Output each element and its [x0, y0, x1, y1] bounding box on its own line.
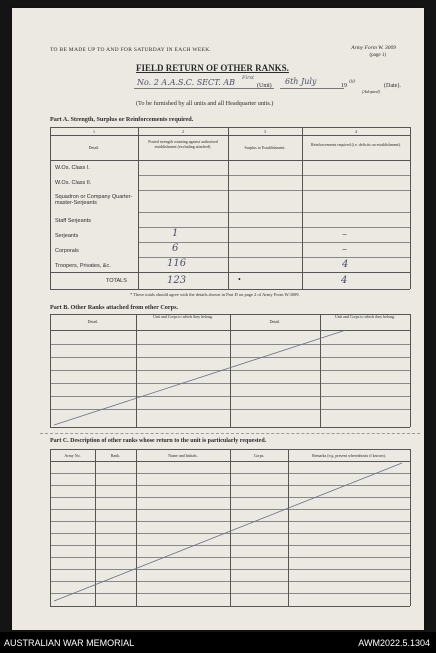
unit-value: No. 2 A.A.S.C. SECT. AB — [137, 78, 236, 87]
unit-underline — [134, 88, 274, 89]
form-number: Army Form W. 3009 — [351, 45, 396, 51]
date-underline — [280, 88, 344, 89]
row-label: Squadron or Company Quarter-master-Serjeants — [55, 194, 133, 206]
col-head-army-no: Army No. — [64, 453, 81, 458]
date-label: (Date). — [384, 83, 401, 89]
reinforcement-value: – — [342, 229, 347, 240]
unit-note: First — [242, 75, 255, 81]
row-label: Staff Serjeants — [55, 218, 91, 224]
col-head-remarks: Remarks (e.g. present whereabouts if known). — [312, 453, 386, 458]
col-head-detail: Detail. — [88, 145, 100, 150]
part-c-title: Part C. Description of other ranks whose return to the unit is particularly requested. — [50, 438, 267, 444]
posted-value: 1 — [172, 228, 179, 239]
col-head-name: Name and Initials. — [168, 453, 198, 458]
instruction-text: TO BE MADE UP TO AND FOR SATURDAY IN EACH WEEK. — [50, 47, 212, 53]
col-num-2: 2 — [182, 129, 184, 134]
posted-value: 6 — [172, 243, 179, 254]
col-num-4: 4 — [355, 129, 357, 134]
reinforcement-value: 4 — [342, 259, 349, 270]
unit-label: (Unit) — [257, 83, 272, 89]
footer-accession-number: AWM2022.5.1304 — [358, 638, 430, 648]
part-b-title: Part B. Other Ranks attached from other Corps. — [50, 304, 179, 311]
col-num-1: 1 — [93, 129, 95, 134]
part-c-cancel-line — [50, 449, 410, 606]
col-head-posted: Posted strength counting against authorised establishment (excluding attached). — [148, 139, 218, 149]
row-label: Serjeants — [55, 233, 79, 239]
col-num-3: 3 — [264, 129, 266, 134]
total-surplus: • — [238, 275, 241, 284]
col-head-rank: Rank. — [110, 453, 121, 458]
row-label: Troopers, Privates, &c. — [55, 263, 111, 269]
col-head-detail-2: Detail. — [269, 319, 281, 324]
part-a-footnote: * These totals should agree with the details shown in Part D on page 2 of Army Form W.3009. — [130, 292, 300, 297]
col-head-detail: Detail. — [87, 319, 99, 324]
year-suffix: 00 — [349, 79, 356, 85]
col-head-surplus: Surplus to Establishment. — [244, 145, 286, 150]
perforation-line — [40, 433, 420, 434]
col-head-corps: Corps. — [253, 453, 265, 458]
adopted-label: (Adopted) — [362, 89, 380, 94]
totals-label: TOTALS — [106, 278, 127, 284]
total-posted: 123 — [167, 275, 187, 286]
year-prefix: 19 — [341, 83, 347, 89]
footer-bar — [0, 632, 436, 653]
furnish-note: (To be furnished by all units and all Headquarter units.) — [136, 100, 274, 107]
row-label: W.Os. Class I. — [55, 165, 90, 171]
total-reinforcements: 4 — [341, 275, 348, 286]
date-value: 6th July — [285, 77, 317, 86]
footer-credit: AUSTRALIAN WAR MEMORIAL — [4, 638, 135, 648]
part-a-title: Part A. Strength, Surplus or Reinforcements required. — [50, 116, 194, 123]
col-head-reinforcements: Reinforcements required (i.e. deficits on establishment). — [311, 142, 401, 147]
form-page — [12, 8, 424, 630]
row-label: Corporals — [55, 248, 79, 254]
form-title: FIELD RETURN OF OTHER RANKS. — [136, 63, 289, 73]
col-head-unit-corps: Unit and Corps to which they belong. — [152, 314, 214, 319]
page-number: (page 1) — [369, 53, 386, 58]
reinforcement-value: – — [342, 244, 347, 255]
posted-value: 116 — [167, 258, 187, 269]
row-label: W.Os. Class II. — [55, 180, 92, 186]
part-b-cancel-line — [50, 314, 410, 427]
col-head-unit-corps-2: Unit and Corps to which they belong. — [334, 314, 396, 319]
